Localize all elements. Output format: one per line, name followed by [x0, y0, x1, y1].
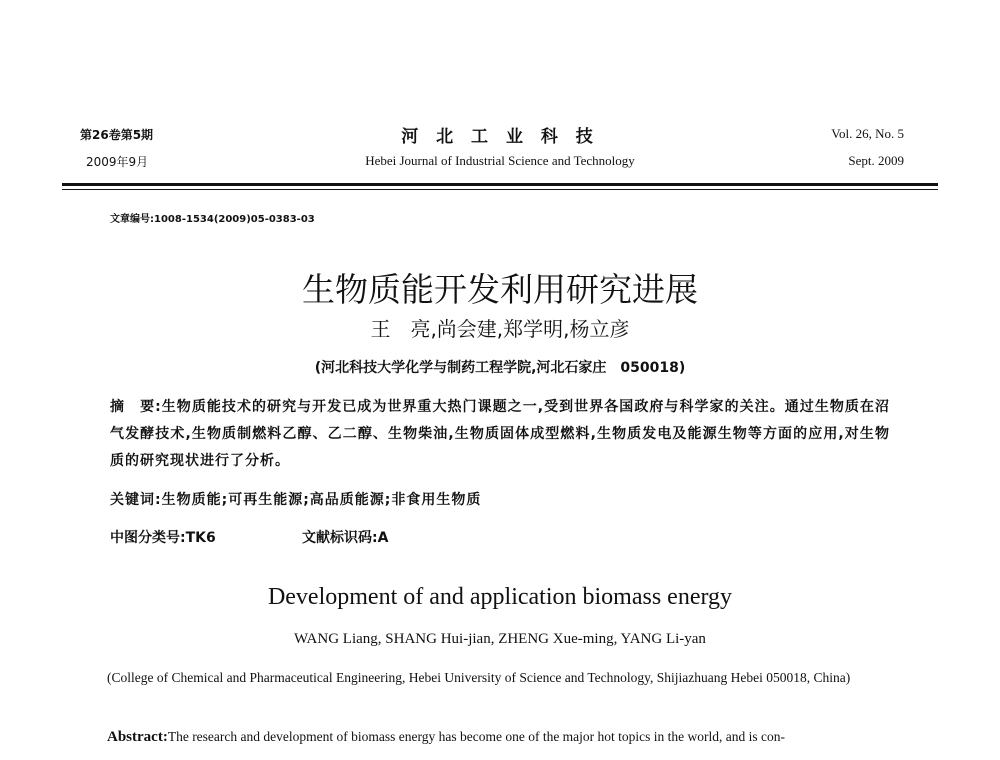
abstract-text-cn: 生物质能技术的研究与开发已成为世界重大热门课题之一,受到世界各国政府与科学家的关注。通过生物质在沼气发酵技术,生物质制燃料乙醇、乙二醇、生物柴油,生物质固体成型燃料,生物质发电及能源生物等方面的应用,对生物质的研究现状进行了分析。 [110, 399, 890, 469]
paper-title-cn: 生物质能开发利用研究进展 [302, 270, 698, 309]
keywords-cn [110, 487, 890, 514]
article-id: 文章编号:1008-1534(2009)05-0383-03 [110, 214, 315, 225]
date-en: Sept. 2009 [848, 153, 904, 168]
clc-number: 中图分类号:TK6 [110, 530, 216, 546]
authors-cn: 王 亮,尚会建,郑学明,杨立彦 [370, 317, 630, 341]
journal-title-cn: 河 北 工 业 科 技 [401, 127, 599, 147]
keywords-text: 生物质能;可再生能源;高品质能源;非食用生物质 [161, 492, 482, 508]
header-rule-thin [62, 189, 938, 190]
abstract-label-en: Abstract: [107, 729, 168, 745]
abstract-text-en: The research and development of biomass energy has become one of the major hot topics in the world, and is con- [167, 729, 786, 744]
authors-en: WANG Liang, SHANG Hui-jian, ZHENG Xue-ming, YANG Li-yan [294, 631, 706, 647]
volume-issue-en: Vol. 26, No. 5 [831, 126, 904, 141]
header-rule [62, 183, 938, 186]
date-cn: 2009年9月 [86, 155, 149, 169]
abstract-cn [110, 394, 890, 475]
keywords-label: 关键词: [110, 492, 162, 508]
affiliation-cn: (河北科技大学化学与制药工程学院,河北石家庄 050018) [314, 360, 686, 376]
affiliation-en: (College of Chemical and Pharmaceutical Engineering, Hebei University of Science and Technology, Shijiazhuang Hebei 050018, China) [107, 670, 851, 685]
abstract-en [107, 729, 785, 746]
volume-issue-cn: 第26卷第5期 [80, 128, 154, 142]
abstract-label-cn: 摘 要: [110, 399, 162, 415]
journal-title-en: Hebei Journal of Industrial Science and Technology [365, 153, 635, 168]
paper-title-en: Development of and application biomass energy [267, 584, 733, 610]
document-code: 文献标识码:A [302, 530, 389, 546]
